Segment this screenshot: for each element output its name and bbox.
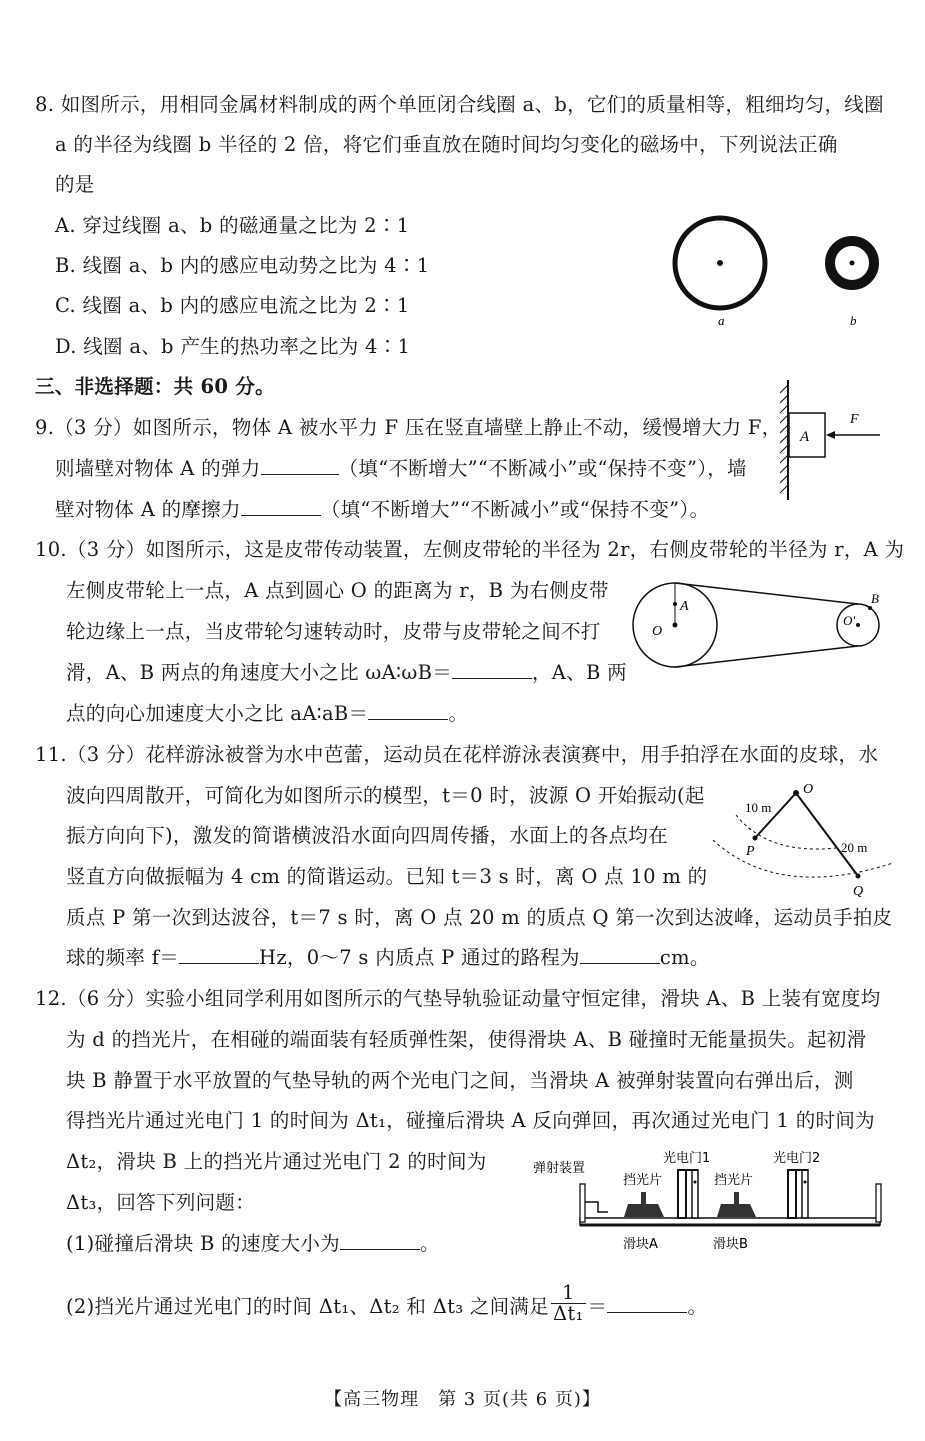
right-end (876, 1184, 881, 1222)
label-10m: 10 m (745, 800, 772, 815)
q9-line3-a: 壁对物体 A 的摩擦力 (55, 498, 241, 521)
point-b (868, 606, 872, 610)
page-footer: 【高三物理 第 3 页(共 6 页)】 (324, 1389, 601, 1410)
label-gate1: 光电门1 (663, 1151, 711, 1166)
center-o (673, 623, 678, 628)
slider-b (717, 1204, 756, 1217)
q10-line1: 10.（3 分）如图所示，这是皮带传动装置，左侧皮带轮的半径为 2r，右侧皮带轮的半径为 r，A 为 (35, 538, 905, 561)
q8-line3: 的是 (55, 173, 95, 196)
label-slider-a: 滑块A (623, 1237, 658, 1252)
q10-line3: 轮边缘上一点，当皮带轮匀速转动时，皮带与皮带轮之间不打 (66, 620, 601, 643)
q9-blank-2[interactable] (241, 497, 321, 516)
q11-line6-a: 球的频率 f＝ (66, 946, 180, 969)
point-q (856, 874, 861, 879)
q9-blank-1[interactable] (261, 456, 339, 475)
q9-line2-a: 则墙壁对物体 A 的弹力 (55, 457, 261, 480)
q11-line4: 竖直方向做振幅为 4 cm 的简谐运动。已知 t＝3 s 时，离 O 点 10 m 的 (66, 865, 708, 888)
gate1-sensor (694, 1181, 697, 1184)
q9-line2-b: （填“不断增大”“不断减小”或“保持不变”），墙 (338, 457, 747, 480)
q12-blank-1[interactable] (340, 1231, 420, 1250)
source-o (793, 790, 799, 796)
q11-blank-1[interactable] (179, 945, 259, 964)
q11-line5: 质点 P 第一次到达波谷，t＝7 s 时，离 O 点 20 m 的质点 Q 第一次到达波峰，运动员手拍皮 (66, 906, 893, 929)
force-label: F (850, 412, 859, 427)
q10-blank-2[interactable] (368, 701, 448, 720)
q9-wall-figure (778, 375, 888, 505)
q12-line6: Δt₃，回答下列问题： (66, 1191, 256, 1214)
label-shade2: 挡光片 (714, 1173, 754, 1188)
q8-coils-figure (655, 205, 895, 335)
q11-line6-c: cm。 (659, 946, 710, 969)
q8-option-b: B. 线圈 a、b 内的感应电动势之比为 4∶1 (55, 254, 430, 277)
q12-line5: Δt₂，滑块 B 上的挡光片通过光电门 2 的时间为 (66, 1150, 487, 1173)
q10-line4-b: ，A、B 两 (532, 661, 627, 684)
label-q: Q (853, 884, 864, 899)
shade-a (641, 1192, 646, 1204)
q12-sub2-c: 。 (687, 1295, 708, 1318)
q8-option-d: D. 线圈 a、b 产生的热功率之比为 4∶1 (55, 335, 411, 358)
q9-line3 (55, 497, 709, 523)
q11-line1: 11.（3 分）花样游泳被誉为水中芭蕾，运动员在花样游泳表演赛中，用手拍浮在水面的皮球，水 (35, 743, 879, 766)
q12-line4: 得挡光片通过光电门 1 的时间为 Δt₁，碰撞后滑块 A 反向弹回，再次通过光电门 1 的时间为 (66, 1109, 875, 1132)
launcher (585, 1202, 608, 1212)
fraction-denominator: Δt₁ (553, 1302, 584, 1325)
q9-line3-b: （填“不断增大”“不断减小”或“保持不变”）。 (320, 498, 710, 521)
coil-b-label: b (850, 313, 857, 328)
q12-line3: 块 B 静置于水平放置的气垫导轨的两个光电门之间，当滑块 A 被弹射装置向右弹出后，测 (66, 1069, 854, 1092)
point-p (753, 836, 758, 841)
q8-line1: 8. 如图所示，用相同金属材料制成的两个单匝闭合线圈 a、b，它们的质量相等，粗细均匀，线圈 (35, 93, 884, 116)
q10-line5-b: 。 (448, 702, 469, 725)
q11-line6-b: Hz，0～7 s 内质点 P 通过的路程为 (259, 946, 580, 969)
gate2-post-left (788, 1170, 796, 1218)
label-launcher: 弹射装置 (533, 1161, 586, 1176)
gate2-sensor (804, 1181, 807, 1184)
q12-line1: 12.（6 分）实验小组同学利用如图所示的气垫导轨验证动量守恒定律，滑块 A、B 上装有宽度均 (35, 987, 881, 1010)
gate1-post-right (692, 1170, 698, 1218)
q12-sub1 (66, 1231, 440, 1257)
q10-line4-a: 滑，A、B 两点的角速度大小之比 ωA∶ωB＝ (66, 661, 452, 684)
q11-blank-2[interactable] (580, 945, 660, 964)
q8-line2: a 的半径为线圈 b 半径的 2 倍，将它们垂直放在随时间均匀变化的磁场中，下列说法正确 (55, 133, 838, 156)
label-o: O (803, 782, 814, 797)
wall-hatching (780, 385, 788, 493)
q10-line5 (66, 701, 468, 727)
q10-line2: 左侧皮带轮上一点，A 点到圆心 O 的距离为 r，B 为右侧皮带 (66, 579, 609, 602)
slider-a (624, 1204, 664, 1217)
force-arrowhead (826, 431, 835, 439)
label-shade1: 挡光片 (623, 1173, 663, 1188)
coil-b-center (850, 261, 855, 266)
q10-line5-a: 点的向心加速度大小之比 aA∶aB＝ (66, 702, 369, 725)
q12-sub2 (66, 1281, 708, 1328)
q9-line2 (55, 456, 747, 482)
q11-line3: 振方向向下)，激发的简谐横波沿水面向四周传播，水面上的各点均在 (66, 824, 668, 847)
q12-sub2-a: (2)挡光片通过光电门的时间 Δt₁、Δt₂ 和 Δt₃ 之间满足 (66, 1295, 550, 1318)
label-a: A (680, 599, 689, 614)
center-o2 (856, 623, 860, 627)
q11-line6 (66, 945, 710, 971)
gate1-post-left (678, 1170, 686, 1218)
label-gate2: 光电门2 (773, 1151, 821, 1166)
label-o: O (652, 624, 663, 639)
section-3-heading: 三、非选择题：共 60 分。 (35, 375, 275, 398)
q11-line2: 波向四周散开，可简化为如图所示的模型，t＝0 时，波源 O 开始振动(起 (66, 784, 705, 807)
q10-blank-1[interactable] (452, 660, 532, 679)
q9-line1: 9.（3 分）如图所示，物体 A 被水平力 F 压在竖直墙壁上静止不动，缓慢增大力 F， (35, 416, 782, 439)
block-a-label: A (800, 429, 810, 445)
q12-line2: 为 d 的挡光片，在相碰的端面装有轻质弹性架，使得滑块 A、B 碰撞时无能量损失。起初滑 (66, 1028, 867, 1051)
q12-airtrack-figure (528, 1142, 893, 1254)
label-b: B (871, 591, 879, 606)
gate2-post-right (802, 1170, 808, 1218)
label-slider-b: 滑块B (713, 1237, 748, 1252)
q8-option-c: C. 线圈 a、b 内的感应电流之比为 2∶1 (55, 294, 410, 317)
q10-belt-figure (628, 575, 890, 687)
q10-line4 (66, 660, 627, 686)
q12-blank-2[interactable] (607, 1294, 687, 1313)
q12-sub1-a: (1)碰撞后滑块 B 的速度大小为 (66, 1232, 340, 1255)
coil-a-center (717, 260, 723, 266)
label-o2: O′ (843, 613, 856, 628)
q12-sub1-b: 。 (419, 1232, 440, 1255)
fraction (551, 1283, 586, 1324)
q12-sub2-b: ＝ (587, 1295, 608, 1318)
point-a (673, 602, 677, 606)
shade-b (734, 1192, 739, 1204)
fraction-numerator: 1 (551, 1283, 586, 1304)
label-20m: 20 m (841, 840, 868, 855)
line-oq (796, 793, 858, 876)
left-end (580, 1184, 585, 1222)
q8-option-a: A. 穿过线圈 a、b 的磁通量之比为 2∶1 (55, 214, 410, 237)
q11-wave-figure (708, 775, 898, 900)
label-p: P (746, 844, 755, 859)
coil-a-label: a (718, 313, 725, 328)
